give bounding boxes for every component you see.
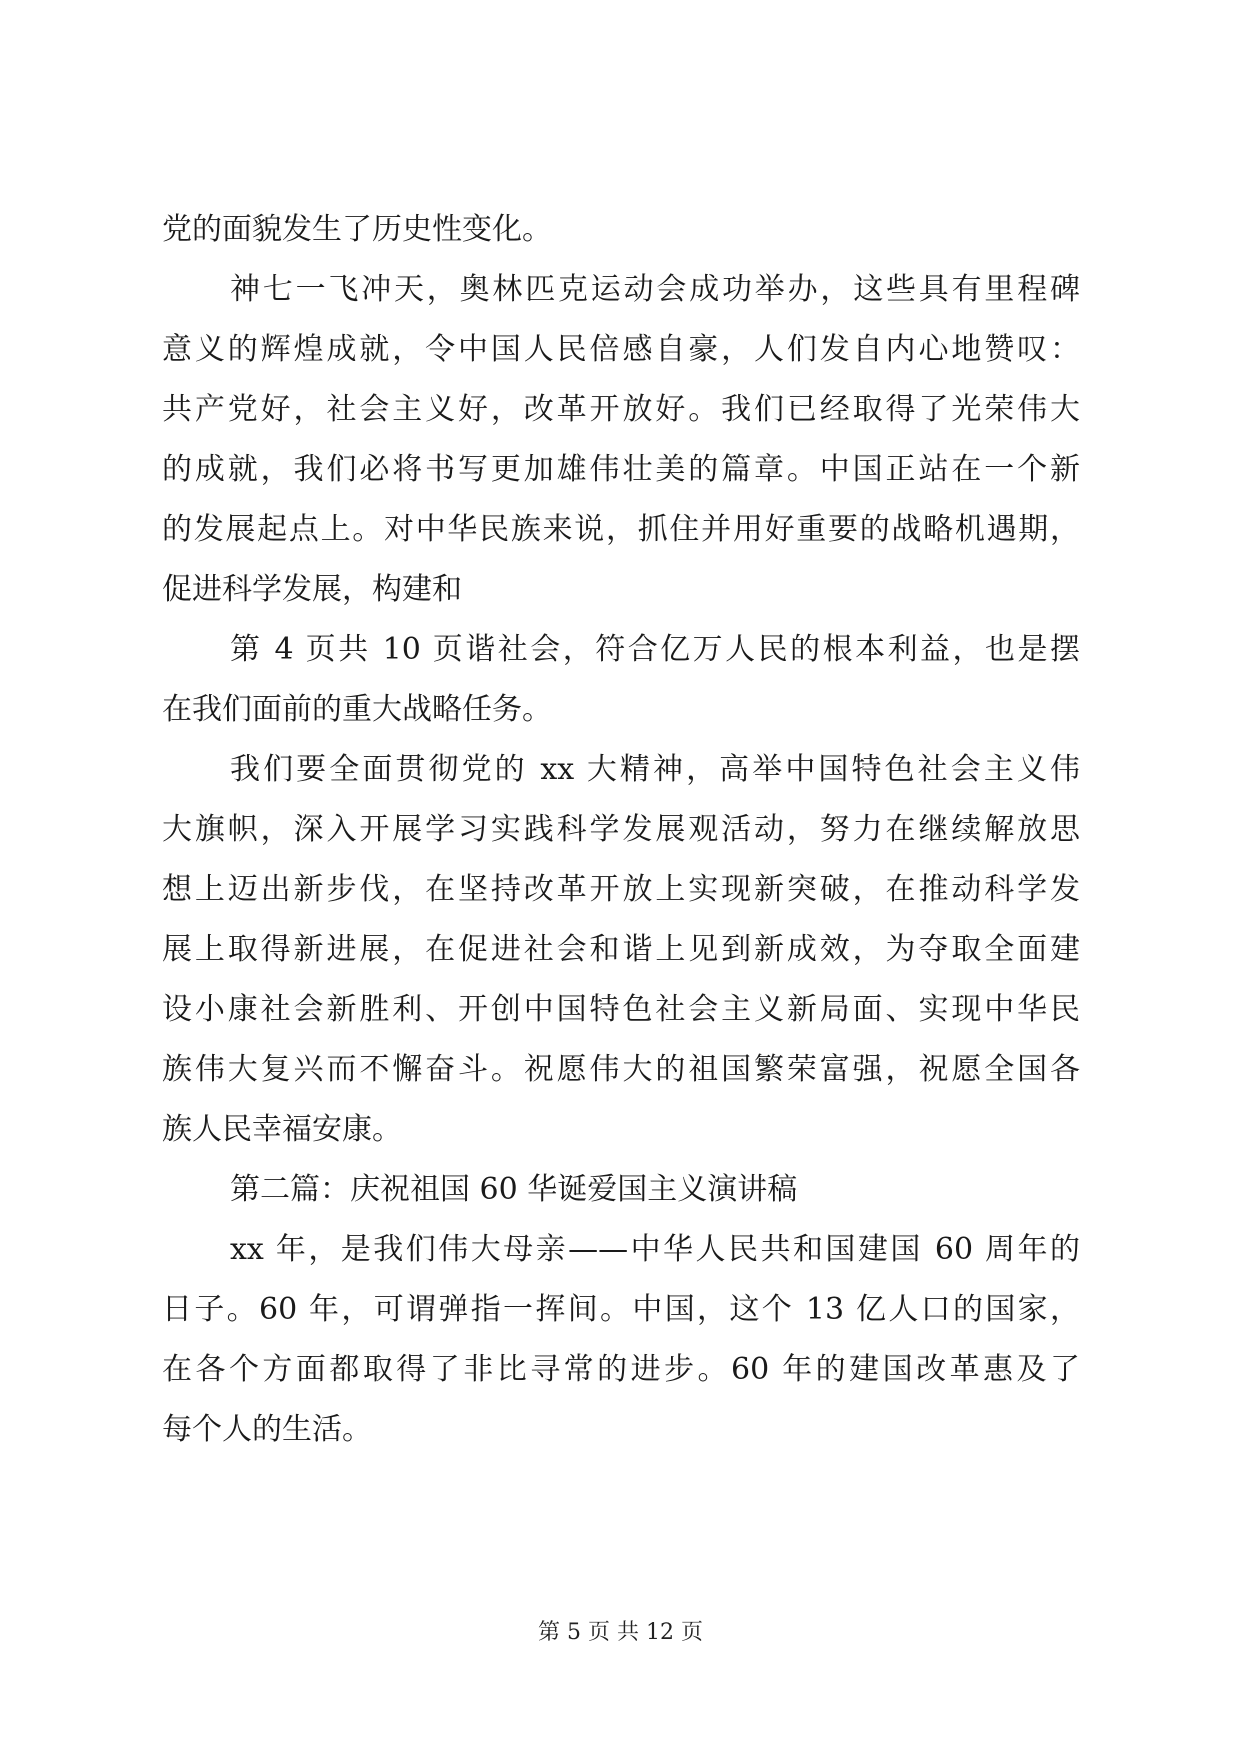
text-line: 想上迈出新步伐，在坚持改革开放上实现新突破，在推动科学发 [162,872,1080,907]
text-line: 每个人的生活。 [162,1412,372,1447]
text-line: 意义的辉煌成就，令中国人民倍感自豪，人们发自内心地赞叹： [162,332,1080,367]
text-line: 族伟大复兴而不懈奋斗。祝愿伟大的祖国繁荣富强，祝愿全国各 [162,1052,1080,1087]
text-line: 我们要全面贯彻党的 xx 大精神，高举中国特色社会主义伟 [230,752,1080,787]
text-line: 神七一飞冲天，奥林匹克运动会成功举办，这些具有里程碑 [230,272,1080,307]
text-line: 设小康社会新胜利、开创中国特色社会主义新局面、实现中华民 [162,992,1080,1027]
text-line: 的成就，我们必将书写更加雄伟壮美的篇章。中国正站在一个新 [162,452,1080,487]
section-heading: 第二篇：庆祝祖国 60 华诞爱国主义演讲稿 [230,1172,798,1207]
text-line: 促进科学发展，构建和 [162,572,462,607]
page-footer: 第 5 页 共 12 页 [538,1620,703,1645]
text-line: 的发展起点上。对中华民族来说，抓住并用好重要的战略机遇期， [162,512,1080,547]
text-line: 党的面貌发生了历史性变化。 [162,212,552,247]
text-line: 展上取得新进展，在促进社会和谐上见到新成效，为夺取全面建 [162,932,1080,967]
text-line: 大旗帜，深入开展学习实践科学发展观活动，努力在继续解放思 [162,812,1080,847]
text-line: 日子。60 年，可谓弹指一挥间。中国，这个 13 亿人口的国家， [162,1292,1080,1327]
text-line: 族人民幸福安康。 [162,1112,402,1147]
text-line: 共产党好，社会主义好，改革开放好。我们已经取得了光荣伟大 [162,392,1080,427]
text-line: xx 年，是我们伟大母亲——中华人民共和国建国 60 周年的 [230,1232,1080,1267]
text-line: 在各个方面都取得了非比寻常的进步。60 年的建国改革惠及了 [162,1352,1080,1387]
text-line: 在我们面前的重大战略任务。 [162,692,552,727]
text-line: 第 4 页共 10 页谐社会，符合亿万人民的根本利益，也是摆 [230,632,1080,667]
